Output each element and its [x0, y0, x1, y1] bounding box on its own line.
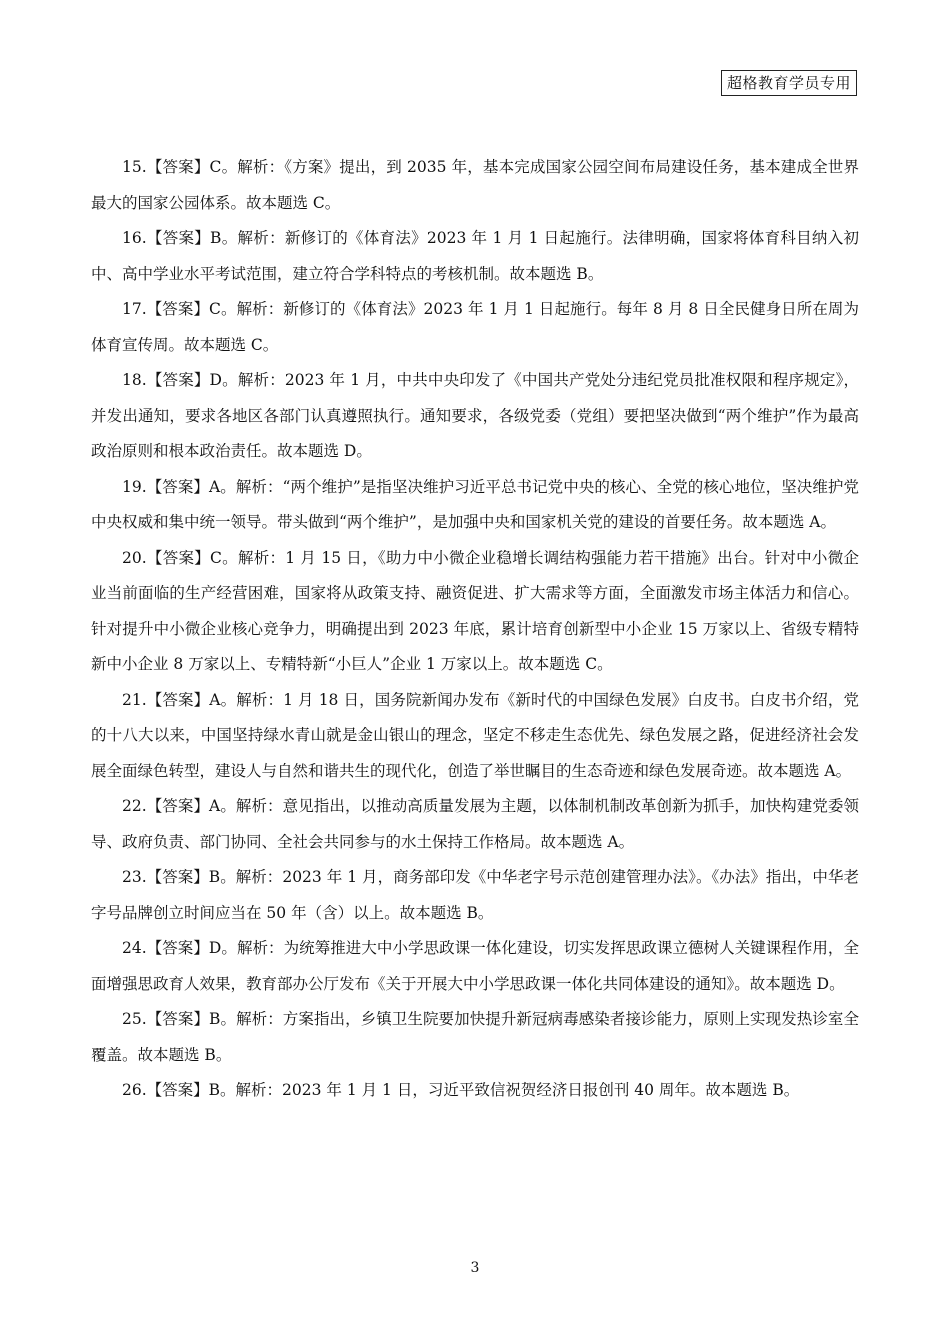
answer-item-17: 17.【答案】C。解析：新修订的《体育法》2023 年 1 月 1 日起施行。每年 8 月 8 日全民健身日所在周为体育宣传周。故本题选 C。 — [91, 300, 859, 354]
answer-item-15: 15.【答案】C。解析：《方案》提出，到 2035 年，基本完成国家公园空间布局建设任务，基本建成全世界最大的国家公园体系。故本题选 C。 — [91, 158, 859, 212]
answer-item-16: 16.【答案】B。解析：新修订的《体育法》2023 年 1 月 1 日起施行。法律明确，国家将体育科目纳入初中、高中学业水平考试范围，建立符合学科特点的考核机制。故本题选 B。 — [91, 229, 859, 283]
header-badge: 超格教育学员专用 — [721, 70, 857, 96]
answer-item-20: 20.【答案】C。解析：1 月 15 日，《助力中小微企业稳增长调结构强能力若干措施》出台。针对中小微企业当前面临的生产经营困难，国家将从政策支持、融资促进、扩大需求等方面，全面激发市场主体活力和信心。针对提升中小微企业核心竞争力，明确提出到 2023 年底，累计培育创新型中小企业 15 万家以上、省级专精特新中小企业 8 万家以上、专精特新“小巨人”企业 1 万家以上。故本题选 C。 — [91, 548, 859, 673]
answer-list — [91, 150, 859, 1109]
answer-item-23: 23.【答案】B。解析：2023 年 1 月，商务部印发《中华老字号示范创建管理办法》。《办法》指出，中华老字号品牌创立时间应当在 50 年（含）以上。故本题选 B。 — [91, 868, 859, 922]
answer-item-25: 25.【答案】B。解析：方案指出，乡镇卫生院要加快提升新冠病毒感染者接诊能力，原则上实现发热诊室全覆盖。故本题选 B。 — [91, 1010, 859, 1064]
page-number: 3 — [470, 1260, 480, 1276]
answer-item-24: 24.【答案】D。解析：为统筹推进大中小学思政课一体化建设，切实发挥思政课立德树人关键课程作用，全面增强思政育人效果，教育部办公厅发布《关于开展大中小学思政课一体化共同体建设的通知》。故本题选 D。 — [91, 939, 859, 993]
answer-item-19: 19.【答案】A。解析：“两个维护”是指坚决维护习近平总书记党中央的核心、全党的核心地位，坚决维护党中央权威和集中统一领导。带头做到“两个维护”，是加强中央和国家机关党的建设的首要任务。故本题选 A。 — [91, 477, 859, 531]
answer-item-22: 22.【答案】A。解析：意见指出，以推动高质量发展为主题，以体制机制改革创新为抓手，加快构建党委领导、政府负责、部门协同、全社会共同参与的水土保持工作格局。故本题选 A。 — [91, 797, 859, 851]
answer-item-18: 18.【答案】D。解析：2023 年 1 月，中共中央印发了《中国共产党处分违纪党员批准权限和程序规定》，并发出通知，要求各地区各部门认真遵照执行。通知要求，各级党委（党组）要把坚决做到“两个维护”作为最高政治原则和根本政治责任。故本题选 D。 — [91, 371, 859, 460]
answer-item-21: 21.【答案】A。解析：1 月 18 日，国务院新闻办发布《新时代的中国绿色发展》白皮书。白皮书介绍，党的十八大以来，中国坚持绿水青山就是金山银山的理念，坚定不移走生态优先、绿色发展之路，促进经济社会发展全面绿色转型，建设人与自然和谐共生的现代化，创造了举世瞩目的生态奇迹和绿色发展奇迹。故本题选 A。 — [91, 690, 859, 780]
answer-item-26: 26.【答案】B。解析：2023 年 1 月 1 日，习近平致信祝贺经济日报创刊 40 周年。故本题选 B。 — [122, 1081, 800, 1099]
